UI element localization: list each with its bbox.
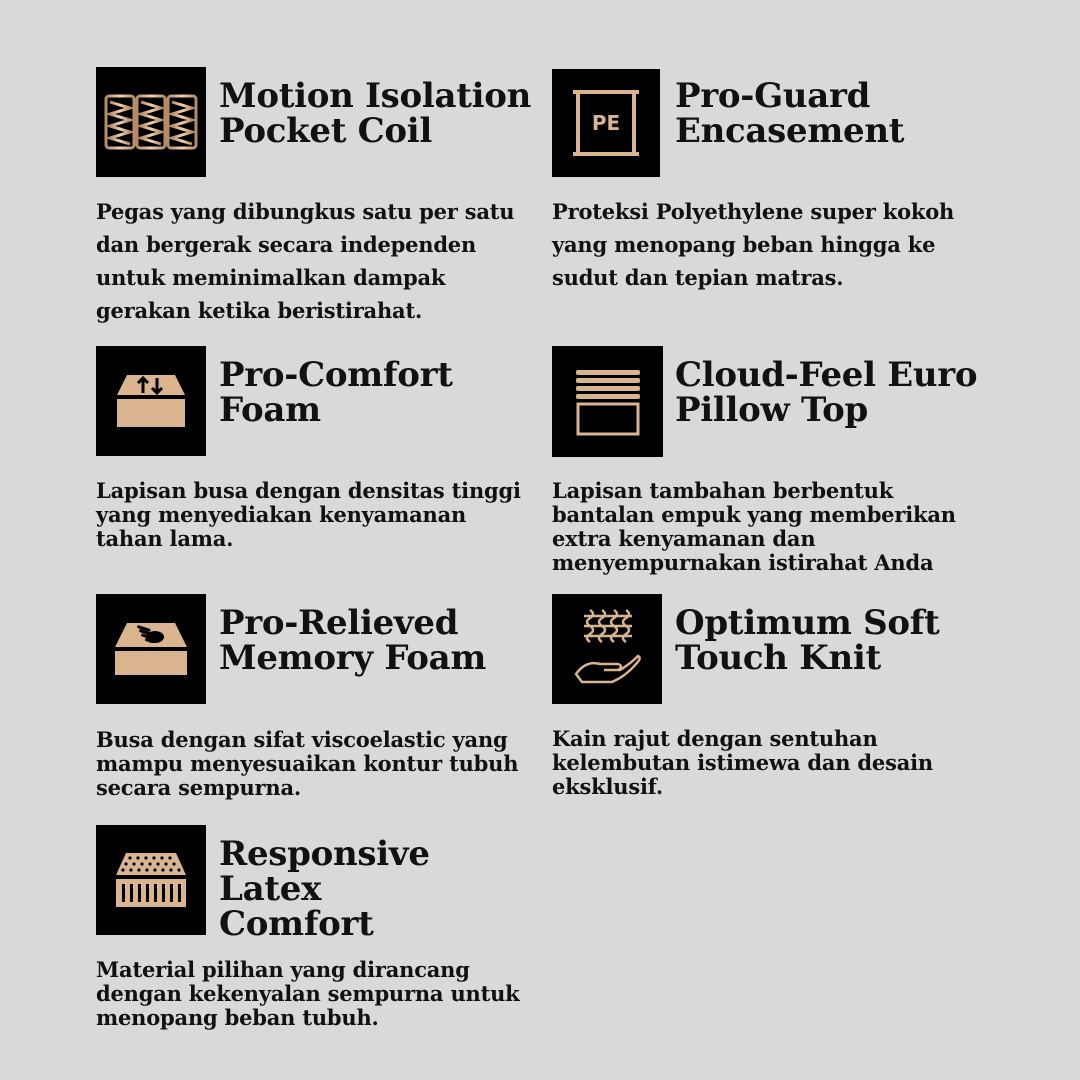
pe-encasement-icon [552,69,660,177]
feature-description: Proteksi Polyethylene super kokoh yang menopang beban hingga ke sudut dan tepian matras. [552,199,955,290]
knit-hand-icon [552,594,662,704]
feature-title: Optimum Soft Touch Knit [675,603,940,678]
feature-title: Responsive Latex Comfort [219,834,430,944]
pillow-top-icon [552,346,663,457]
memory-foam-hand-icon [96,594,206,704]
feature-title: Pro-Guard Encasement [675,76,905,151]
feature-description: Kain rajut dengan sentuhan kelembutan istimewa dan desain eksklusif. [552,726,933,799]
feature-description: Material pilihan yang dirancang dengan kekenyalan sempurna untuk menopang beban tubuh. [96,957,520,1030]
latex-block-icon [96,825,206,935]
svg-text:PE: PE [591,111,621,135]
feature-description: Pegas yang dibungkus satu per satu dan bergerak secara independen untuk meminimalkan dampak gerakan ketika beristirahat. [96,199,515,323]
feature-title: Motion Isolation Pocket Coil [219,76,532,151]
feature-title: Cloud-Feel Euro Pillow Top [675,355,978,430]
feature-description: Lapisan tambahan berbentuk bantalan empuk yang memberikan extra kenyamanan dan menyempurnakan istirahat Anda [552,478,956,575]
foam-arrows-icon [96,346,206,456]
feature-title: Pro-Relieved Memory Foam [219,603,487,678]
pocket-coil-icon [96,67,206,177]
feature-description: Busa dengan sifat viscoelastic yang mampu menyesuaikan kontur tubuh secara sempurna. [96,727,519,800]
feature-description: Lapisan busa dengan densitas tinggi yang menyediakan kenyamanan tahan lama. [96,478,521,551]
feature-title: Pro-Comfort Foam [219,355,453,430]
